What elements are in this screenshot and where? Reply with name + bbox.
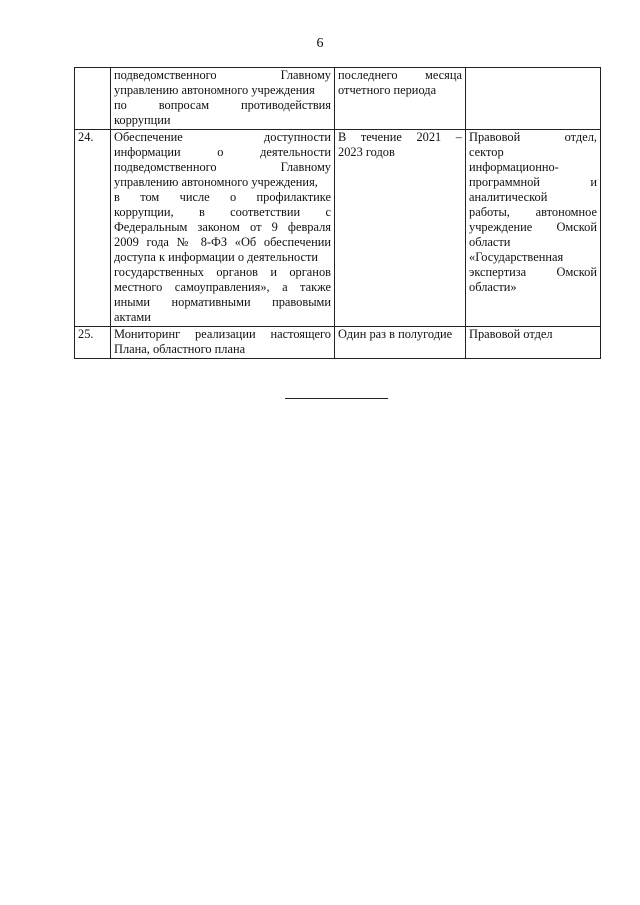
action-line: 2009 года № 8-ФЗ «Об обеспечении [114, 235, 331, 249]
action-line: управлению автономного учреждения, [114, 175, 318, 189]
term-cell [335, 68, 466, 130]
responsible-cell [466, 68, 601, 130]
action-line: актами [114, 310, 151, 324]
responsible-line: учреждение Омской [469, 220, 597, 234]
item-number-cell: 24. [75, 130, 111, 327]
action-line: Плана, областного плана [114, 342, 246, 356]
responsible-line: «Государственная [469, 250, 564, 264]
action-line: в том числе о профилактике [114, 190, 331, 204]
action-line: Обеспечение доступности [114, 130, 331, 144]
responsible-line: сектор [469, 145, 504, 159]
responsible-line: аналитической [469, 190, 548, 204]
responsible-line: информационно- [469, 160, 559, 174]
closing-divider [285, 398, 388, 399]
action-line: иными нормативными правовыми [114, 295, 331, 309]
term-line: В течение 2021 – [338, 130, 462, 144]
responsible-line: области [469, 235, 511, 249]
responsible-line: программной и [469, 175, 597, 189]
action-line: управлению автономного учреждения [114, 83, 315, 97]
action-line: информации о деятельности [114, 145, 331, 159]
responsible-line: работы, автономное [469, 205, 597, 219]
action-line: местного самоуправления», а также [114, 280, 331, 294]
term-cell [335, 130, 466, 327]
responsible-cell [466, 327, 601, 359]
action-plan-table [74, 67, 601, 359]
action-line: государственных органов и органов [114, 265, 331, 279]
table-row [75, 68, 601, 130]
table-row [75, 327, 601, 359]
action-line: Мониторинг реализации настоящего [114, 327, 331, 341]
term-line: последнего месяца [338, 68, 462, 82]
action-line: по вопросам противодействия [114, 98, 331, 112]
term-line: 2023 годов [338, 145, 395, 159]
action-line: коррупции, в соответствии с [114, 205, 331, 219]
term-cell [335, 327, 466, 359]
action-cell [111, 130, 335, 327]
item-number-cell [75, 68, 111, 130]
action-line: коррупции [114, 113, 171, 127]
action-cell [111, 327, 335, 359]
responsible-line: Правовой отдел [469, 327, 553, 341]
responsible-line: Правовой отдел, [469, 130, 597, 144]
table-row [75, 130, 601, 327]
action-cell [111, 68, 335, 130]
responsible-line: области» [469, 280, 517, 294]
page-number: 6 [316, 36, 324, 51]
term-line: отчетного периода [338, 83, 437, 97]
term-line: Один раз в полугодие [338, 327, 453, 341]
action-line: подведомственного Главному [114, 68, 331, 82]
action-line: подведомственного Главному [114, 160, 331, 174]
action-line: Федеральным законом от 9 февраля [114, 220, 331, 234]
action-line: доступа к информации о деятельности [114, 250, 319, 264]
item-number-cell: 25. [75, 327, 111, 359]
responsible-cell [466, 130, 601, 327]
responsible-line: экспертиза Омской [469, 265, 597, 279]
